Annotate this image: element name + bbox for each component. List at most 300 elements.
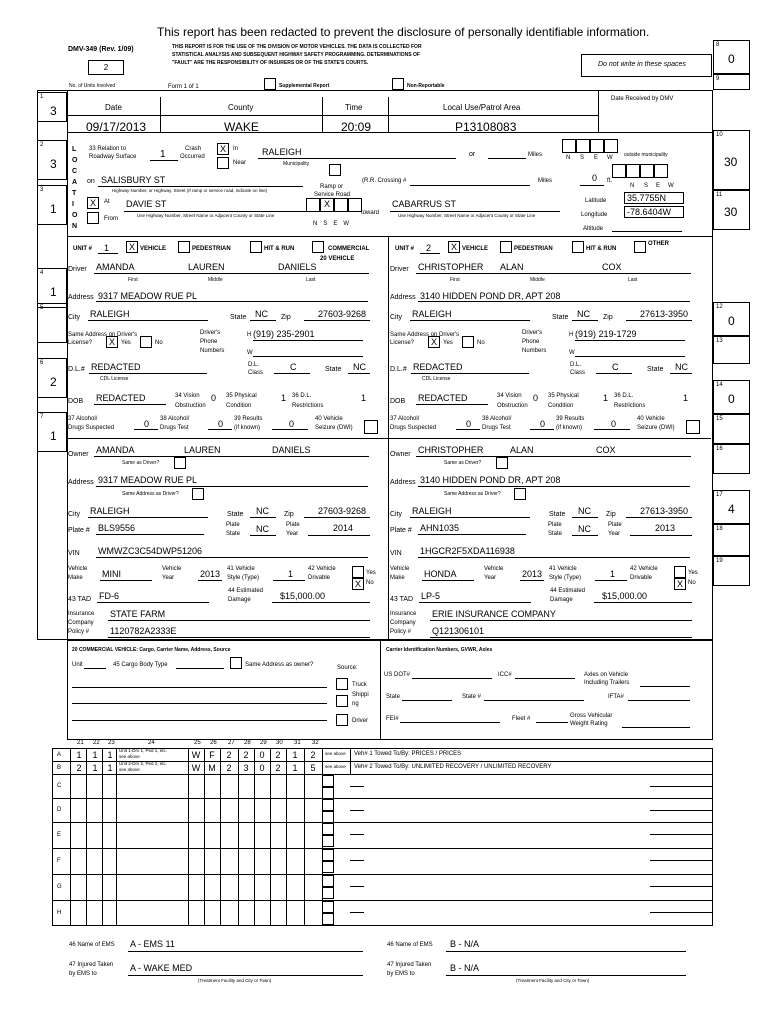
underline [272, 602, 370, 603]
near-checkbox[interactable] [217, 157, 229, 169]
unit1-dl-state-label: State [325, 366, 342, 373]
unit2-results-label: 39 Results [556, 416, 585, 422]
unit1-vehicle-label: VEHICLE [140, 246, 167, 252]
unit2-seizure-checkbox[interactable] [686, 420, 700, 434]
unit1-dl-state-value[interactable]: NC [353, 362, 366, 372]
underline [96, 534, 204, 535]
crash-date[interactable]: 09/17/2013 [86, 120, 147, 134]
unit1-hit-run-checkbox[interactable] [250, 241, 262, 253]
unit2-dob-value[interactable]: REDACTED [418, 393, 468, 403]
underline [410, 320, 530, 321]
left-code-value[interactable]: 1 [50, 285, 57, 299]
unit1-year-value[interactable]: 2013 [200, 569, 221, 579]
unit1-owner-zip[interactable]: 27603-9268 [318, 506, 367, 516]
unit2-drug-test-value[interactable]: 0 [540, 419, 546, 429]
grid-cell-c31[interactable]: 1 [292, 763, 298, 773]
unit2-driver-middle[interactable]: ALAN [500, 262, 524, 272]
unit1-results-value[interactable]: 0 [289, 419, 295, 429]
toward-dirs: NSEW [313, 221, 355, 227]
grid-col-header: 30 [276, 740, 283, 746]
unit2-restrictions-label-2: Restrictions [614, 403, 646, 409]
unit2-physical-value[interactable]: 1 [603, 393, 609, 403]
carrier-title: Carrier Identification Numbers, GVWR, Axles [386, 647, 493, 653]
unit2-drivable-no-label: No [688, 580, 696, 586]
time-label: Time [345, 103, 363, 112]
unit2-owner-first[interactable]: CHRISTOPHER [418, 445, 484, 455]
units-involved-field[interactable]: 2 [88, 60, 124, 75]
left-code-number: 3 [40, 187, 44, 193]
unit2-driver-first[interactable]: CHRISTOPHER [418, 262, 484, 272]
grid-tick [650, 810, 713, 811]
dir2-w: W [668, 183, 674, 189]
grid-row-box[interactable] [322, 811, 334, 823]
unit2-plate-year-label: Plate [608, 522, 622, 528]
unit1-style-value[interactable]: 1 [288, 569, 294, 579]
right-code-value[interactable]: 30 [724, 155, 738, 169]
unit2-seizure-label: 40 Vehicle [637, 416, 665, 422]
grid-col-header: 26 [210, 740, 217, 746]
underline [572, 535, 598, 536]
unit2-insurance-value[interactable]: ERIE INSURANCE COMPANY [432, 609, 556, 619]
dir-box-s[interactable] [576, 139, 590, 153]
unit2-extra-label: OTHER [648, 241, 669, 247]
grid-cell-c31[interactable]: 1 [292, 750, 298, 760]
unit1-owner-middle[interactable]: LAUREN [184, 445, 221, 455]
supplemental-checkbox[interactable] [264, 78, 276, 90]
grid-row-line [52, 848, 713, 849]
dir-box-w[interactable] [604, 139, 618, 153]
grid-col-line [116, 748, 117, 926]
ems-injured-label-right-2: by EMS to [387, 971, 415, 977]
non-reportable-checkbox[interactable] [392, 78, 404, 90]
unit1-city-value[interactable]: RALEIGH [90, 309, 130, 319]
grid-tick [350, 834, 364, 835]
crash-time[interactable]: 20:09 [341, 120, 372, 134]
left-code-number: 5 [40, 305, 44, 311]
grid-cell-c26[interactable]: M [208, 763, 216, 773]
driver-source-checkbox[interactable] [336, 714, 348, 726]
unit1-tad-value[interactable]: FD-6 [99, 591, 119, 601]
grid-cell-c25[interactable]: W [191, 750, 201, 760]
unit1-make-value[interactable]: MINI [102, 569, 121, 579]
underline [418, 534, 526, 535]
unit1-policy-value[interactable]: 1120782A2333E [110, 626, 177, 636]
truck-checkbox[interactable] [336, 678, 348, 690]
unit1-drivable-yes-checkbox[interactable] [352, 566, 364, 578]
unit2-restrictions-value[interactable]: 1 [683, 393, 689, 403]
grid-cell-c21[interactable]: 2 [76, 763, 82, 773]
unit1-driver-last[interactable]: DANIELS [278, 262, 317, 272]
latitude-field[interactable]: 35.7755N [624, 192, 684, 204]
grid-cell-c25[interactable]: W [191, 763, 201, 773]
left-code-value[interactable]: 3 [50, 157, 57, 171]
outside-municipality-label: outside municipality [624, 152, 668, 158]
commercial-title: 20 COMMERCIAL VEHICLE: Cargo, Carrier Name, Address, Source [72, 647, 231, 653]
local-use-value[interactable]: P13108083 [455, 120, 517, 134]
grid-cell-c21[interactable]: 1 [76, 750, 82, 760]
grid-row-box[interactable] [322, 913, 334, 925]
ems-name-left[interactable]: A - EMS 11 [130, 939, 175, 949]
underline [430, 620, 692, 621]
unit2-plate-value[interactable]: AHN1035 [420, 523, 460, 533]
unit1-vehicle-checkbox[interactable]: X [126, 241, 138, 253]
unit1-owner-state[interactable]: NC [256, 506, 269, 516]
grid-row-box[interactable] [322, 849, 334, 861]
unit2-dl-state-value[interactable]: NC [675, 362, 688, 372]
unit2-vehicle-checkbox[interactable]: X [448, 241, 460, 253]
left-code-number: 7 [40, 414, 44, 420]
underline [670, 373, 692, 374]
grid-cell-c30[interactable]: 2 [275, 763, 281, 773]
unit2-unit-number[interactable]: 2 [426, 243, 432, 253]
grid-cell-c30[interactable]: 2 [275, 750, 281, 760]
grid-cell-c23[interactable]: 1 [107, 763, 113, 773]
unit2-license-yes-checkbox[interactable]: X [428, 336, 440, 348]
grid-cell-c29[interactable]: 0 [259, 763, 265, 773]
miles2-value[interactable]: 0 [592, 173, 598, 183]
unit1-owner-first[interactable]: AMANDA [96, 445, 135, 455]
grid-towed[interactable]: Veh# 1 Towed To/By: PRICES / PRICES [354, 751, 462, 757]
right-code-value[interactable]: 0 [728, 392, 735, 406]
unit2-state-value[interactable]: NC [577, 309, 590, 319]
unit2-zip-value[interactable]: 27613-3950 [640, 309, 689, 319]
grid-row-line [52, 822, 713, 823]
form-id: DMV-349 (Rev. 1/09) [68, 46, 134, 53]
unit2-drivable-label-2: Drivable [630, 575, 653, 581]
unit2-alcohol-label-2: Drugs Suspected [390, 425, 437, 431]
unit1-vision-value[interactable]: 0 [211, 393, 217, 403]
unit2-damage-label: 44 Estimated [550, 588, 586, 594]
unit1-year-label: Vehicle [162, 566, 182, 572]
unit2-drivable-no-checkbox[interactable]: X [674, 578, 686, 590]
unit2-address-value[interactable]: 3140 HIDDEN POND DR, APT 208 [420, 291, 561, 301]
unit2-damage-value[interactable]: $15,000.00 [602, 591, 648, 601]
grid-row-box[interactable] [322, 901, 334, 913]
underline [108, 637, 370, 638]
unit2-owner-middle[interactable]: ALAN [510, 445, 534, 455]
unit1-license-no-checkbox[interactable] [140, 336, 152, 348]
underline [88, 517, 208, 518]
gvwr-label: Gross Vehicular [570, 713, 613, 719]
unit1-unit-number[interactable]: 1 [104, 243, 110, 253]
unit2-vision-value[interactable]: 0 [533, 393, 539, 403]
near-label: Near [233, 160, 247, 166]
unit1-home-phone[interactable]: (919) 235-2901 [253, 329, 315, 339]
unit1-address-value[interactable]: 9317 MEADOW RUE PL [98, 291, 198, 301]
unit1-vin-value[interactable]: WMWZC3C54DWP51206 [98, 546, 203, 556]
unit1-license-yes-checkbox[interactable]: X [106, 336, 118, 348]
unit2-year-value[interactable]: 2013 [522, 569, 543, 579]
unit1-vision-label-2: Obstruction [175, 403, 206, 409]
ems-taken-left[interactable]: A - WAKE MED [130, 963, 193, 973]
unit1-owner-address[interactable]: 9317 MEADOW RUE PL [98, 475, 198, 485]
grid-cell-c28[interactable]: 2 [243, 750, 249, 760]
left-code-value[interactable]: 1 [50, 202, 57, 216]
grid-unit-desc-2: see above [119, 754, 140, 759]
unit1-physical-value[interactable]: 1 [281, 393, 287, 403]
ramp-checkbox[interactable] [329, 164, 341, 176]
grid-col-header: 22 [93, 740, 100, 746]
unit1-driver-first[interactable]: AMANDA [96, 262, 135, 272]
miles-label: Miles [528, 152, 543, 158]
underline [626, 320, 692, 321]
ft-label: ft. [607, 178, 613, 184]
dir2-box-n[interactable] [612, 164, 626, 178]
underline [430, 637, 692, 638]
unit1-drug-test-value[interactable]: 0 [218, 419, 224, 429]
unit1-yes-label: Yes [121, 340, 131, 346]
grid-cell-c26[interactable]: F [209, 750, 215, 760]
unit2-drivable-yes-checkbox[interactable] [674, 566, 686, 578]
location-letter: A [72, 179, 78, 186]
grid-row-box[interactable] [322, 835, 334, 847]
right-code-value[interactable]: 4 [728, 502, 735, 516]
underline [134, 429, 158, 430]
unit1-last-sublabel: Last [306, 277, 316, 283]
axles-label: Axles on Vehicle [584, 672, 629, 678]
unit1-zip-value[interactable]: 27603-9268 [318, 309, 367, 319]
grid-row-box[interactable] [322, 875, 334, 887]
unit1-restrictions-value[interactable]: 1 [361, 393, 367, 403]
grid-row-box[interactable] [322, 787, 334, 799]
unit1-damage-label: 44 Estimated [228, 588, 264, 594]
grid-row-box[interactable] [322, 775, 334, 787]
unit2-pedestrian-checkbox[interactable] [500, 241, 512, 253]
unit1-hit-run-label: HIT & RUN [264, 246, 295, 252]
grid-tick [650, 886, 713, 887]
grid-row-box[interactable] [322, 861, 334, 873]
grid-col-line [286, 748, 287, 926]
grid-col-line [86, 748, 87, 926]
left-code-value[interactable]: 3 [50, 104, 57, 118]
underline [416, 273, 691, 274]
unit1-dob-label: DOB [68, 398, 84, 405]
grid-cell-c32[interactable]: 5 [310, 763, 316, 773]
unit1-state-value[interactable]: NC [255, 309, 268, 319]
grid-cell-c29[interactable]: 0 [259, 750, 265, 760]
unit1-insurance-label-2: Company [68, 620, 94, 626]
toward-box-4[interactable] [348, 198, 362, 212]
right-code-value[interactable]: 0 [728, 52, 735, 66]
unit2-plate-year-value[interactable]: 2013 [655, 523, 676, 533]
dir-s: S [580, 155, 585, 161]
underline [422, 580, 474, 581]
unit2-same-address-driver-checkbox[interactable] [514, 488, 526, 500]
toward-box-2[interactable]: X [320, 198, 334, 212]
grid-cell-c32[interactable]: 2 [310, 750, 316, 760]
unit2-plate-state-value[interactable]: NC [578, 524, 591, 534]
unit2-alcohol-value[interactable]: 0 [466, 419, 472, 429]
grid-cell-c28[interactable]: 3 [243, 763, 249, 773]
unit1-plate-year-value[interactable]: 2014 [333, 523, 354, 533]
unit2-same-as-driver-checkbox[interactable] [496, 457, 508, 469]
unit1-pedestrian-checkbox[interactable] [178, 241, 190, 253]
right-code-value[interactable]: 0 [728, 314, 735, 328]
axles-label-2: Including Trailers [584, 680, 630, 686]
unit2-vin-value[interactable]: 1HGCR2F5XDA116938 [420, 546, 515, 556]
unit2-results-value[interactable]: 0 [611, 419, 617, 429]
form-notice-1: THIS REPORT IS FOR THE USE OF THE DIVISION OF MOTOR VEHICLES. THE DATA IS COLLECTED FOR [172, 44, 422, 50]
toward-label: toward [361, 210, 380, 216]
left-code-value[interactable]: 1 [50, 429, 57, 443]
unit2-owner-address[interactable]: 3140 HIDDEN POND DR, APT 208 [420, 475, 561, 485]
on-road[interactable]: SALISBURY ST [101, 175, 166, 185]
underline [274, 373, 310, 374]
unit2-owner-address-label: Address [390, 479, 416, 486]
altitude-label: Altitude [583, 226, 604, 232]
unit1-seizure-checkbox[interactable] [364, 420, 378, 434]
unit1-dob-value[interactable]: REDACTED [96, 393, 146, 403]
unit1-same-address-driver-checkbox[interactable] [192, 488, 204, 500]
unit1-same-as-driver-checkbox[interactable] [174, 457, 186, 469]
right-code-number: 9 [716, 76, 720, 82]
left-code-number: 1 [40, 94, 44, 100]
date-label: Date [105, 103, 122, 112]
unit2-owner-city[interactable]: RALEIGH [412, 506, 452, 516]
underline [253, 356, 363, 357]
relation-value[interactable]: 1 [160, 149, 166, 160]
unit2-hit-run-label: HIT & RUN [586, 246, 617, 252]
unit1-home-phone-label: H [247, 332, 252, 338]
unit2-owner-zip-label: Zip [606, 511, 616, 518]
unit2-style-value[interactable]: 1 [610, 569, 616, 579]
right-code-number: 10 [716, 132, 723, 138]
grid-row-line [52, 798, 713, 799]
unit1-extra-label: COMMERCIAL [328, 246, 370, 252]
unit1-insurance-value[interactable]: STATE FARM [110, 609, 166, 619]
unit2-style-label-2: Style (Type) [549, 575, 582, 581]
unit2-extra-checkbox[interactable] [634, 241, 646, 253]
ems-name-right[interactable]: B - N/A [450, 939, 480, 949]
grid-row-box[interactable] [322, 799, 334, 811]
grid-cell-c27[interactable]: 2 [226, 750, 232, 760]
unit2-make-label: Vehicle [390, 566, 410, 572]
unit1-unit-label: UNIT # [73, 246, 93, 252]
unit2-driver-last[interactable]: COX [602, 262, 622, 272]
unit1-plate-value[interactable]: BLS9556 [98, 523, 136, 533]
unit2-owner-last[interactable]: COX [596, 445, 616, 455]
left-code-value[interactable]: 2 [50, 375, 57, 389]
unit2-unit-label: UNIT # [395, 246, 415, 252]
unit1-phone-label: Driver's [200, 330, 221, 336]
underline [594, 602, 692, 603]
unit1-same-as-driver-label: Same as Driver? [122, 460, 160, 466]
underline [96, 486, 368, 487]
unit2-same-address-driver-label: Same Address as Driver? [444, 491, 501, 497]
unit1-alcohol-value[interactable]: 0 [144, 419, 150, 429]
unit2-drivable-label: 42 Vehicle [630, 566, 658, 572]
in-checkbox[interactable]: X [217, 143, 229, 155]
grid-cell-c22[interactable]: 1 [92, 763, 98, 773]
commercial-section [67, 640, 713, 740]
dir-box-e[interactable] [590, 139, 604, 153]
unit2-seizure-label-2: Seizure (DWI) [637, 425, 675, 431]
unit2-dl-value[interactable]: REDACTED [413, 362, 463, 372]
unit1-damage-value[interactable]: $15,000.00 [280, 591, 326, 601]
unit1-owner-last[interactable]: DANIELS [272, 445, 311, 455]
unit2-tad-label: 43 TAD [390, 596, 414, 603]
unit2-work-phone-label: W [569, 350, 575, 356]
unit2-phone-label: Driver's [522, 330, 543, 336]
unit1-damage-label-2: Damage [228, 597, 251, 603]
grid-cell-c23[interactable]: 1 [107, 750, 113, 760]
grid-row-box[interactable] [322, 823, 334, 835]
unit2-plate-state-label: Plate [548, 522, 562, 528]
toward-road[interactable]: CABARRUS ST [392, 199, 457, 209]
unit2-tad-value[interactable]: LP-5 [421, 591, 441, 601]
unit1-owner-city[interactable]: RALEIGH [90, 506, 130, 516]
ems-name-label: 46 Name of EMS [69, 942, 115, 948]
grid-cell-c22[interactable]: 1 [92, 750, 98, 760]
unit2-license-no-checkbox[interactable] [462, 336, 474, 348]
unit2-owner-state[interactable]: NC [578, 506, 591, 516]
unit1-dl-class-value[interactable]: C [290, 362, 297, 372]
unit2-policy-value[interactable]: Q121306101 [432, 626, 485, 636]
longitude-field[interactable]: -78.6404W [624, 206, 684, 218]
grid-row-letter: G [57, 884, 62, 890]
unit1-seizure-label: 40 Vehicle [315, 416, 343, 422]
unit2-make-value[interactable]: HONDA [424, 569, 457, 579]
relation-label: 33 Relation to [89, 146, 127, 152]
unit2-year-label: Vehicle [484, 566, 504, 572]
dir-box-n[interactable] [562, 139, 576, 153]
dir-e: E [594, 155, 599, 161]
right-code-value[interactable]: 30 [724, 205, 738, 219]
unit1-drivable-no-checkbox[interactable]: X [352, 578, 364, 590]
unit1-dl-value[interactable]: REDACTED [91, 362, 141, 372]
ifta-label: IFTA# [608, 694, 624, 700]
dir2-box-s[interactable] [626, 164, 640, 178]
underline [97, 602, 209, 603]
unit2-city-value[interactable]: RALEIGH [412, 309, 452, 319]
unit1-extra-checkbox[interactable] [312, 241, 324, 253]
unit1-same-address-label: Same Address on Driver's [68, 332, 138, 338]
unit2-address-label: Address [390, 294, 416, 301]
unit1-plate-state-value[interactable]: NC [256, 524, 269, 534]
underline [416, 404, 488, 405]
unit1-make-label-2: Make [68, 575, 83, 581]
dir2-box-w[interactable] [654, 164, 668, 178]
unit2-owner-zip[interactable]: 27613-3950 [640, 506, 689, 516]
redaction-notice: This report has been redacted to prevent the disclosure of personally identifiable information. [157, 25, 650, 39]
municipality-value[interactable]: RALEIGH [262, 147, 302, 157]
grid-row-box[interactable] [322, 887, 334, 899]
at-road-sublabel: Use Highway Number, Street Name or Adjacent County or State Line [137, 213, 275, 218]
same-as-owner-checkbox[interactable] [230, 657, 242, 669]
at-checkbox[interactable]: X [87, 197, 99, 209]
usdot-label: US DOT# [384, 672, 411, 678]
unit2-home-phone[interactable]: (919) 219-1729 [575, 329, 637, 339]
grid-cell-c27[interactable]: 2 [226, 763, 232, 773]
underline [96, 301, 368, 302]
at-road[interactable]: DAVIE ST [126, 199, 167, 209]
shipping-checkbox[interactable] [336, 695, 348, 707]
unit1-drivable-label-2: Drivable [308, 575, 331, 581]
ems-taken-right[interactable]: B - N/A [450, 963, 480, 973]
dir2-box-e[interactable] [640, 164, 654, 178]
unit1-driver-middle[interactable]: LAUREN [188, 262, 225, 272]
toward-box-1[interactable] [306, 198, 320, 212]
grid-towed[interactable]: Veh# 2 Towed To/By: UNLIMITED RECOVERY / UNLIMITED RECOVERY [354, 764, 552, 770]
from-checkbox[interactable] [87, 212, 99, 224]
unit2-dl-class-value[interactable]: C [612, 362, 619, 372]
toward-box-3[interactable] [334, 198, 348, 212]
unit2-hit-run-checkbox[interactable] [572, 241, 584, 253]
crash-county[interactable]: WAKE [224, 120, 259, 134]
unit1-drivable-no-label: No [366, 580, 374, 586]
unit2-style-label: 41 Vehicle [549, 566, 577, 572]
grid-tick [350, 886, 364, 887]
